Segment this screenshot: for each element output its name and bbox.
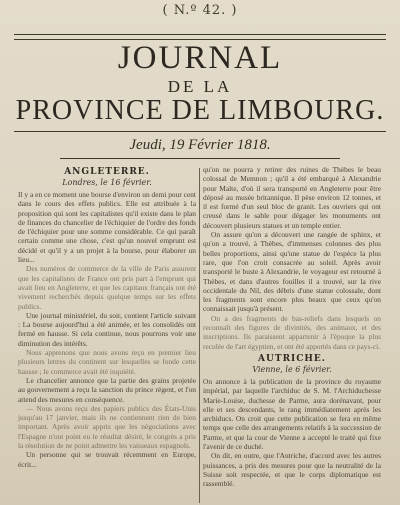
issue-number: ( N.º 42. )	[162, 3, 238, 18]
masthead-rule	[14, 131, 386, 132]
dateline-vienne: Vienne, le 6 février.	[252, 364, 332, 374]
article-paragraph: Nous apprenons que nous avons reçu en premier lieu plusieurs lettres du continent sur lesquelles se fonde cette hausse ; le commerce avait été inquiété.	[18, 348, 196, 376]
date-rule	[60, 158, 340, 159]
left-column	[18, 165, 196, 469]
section-heading-autriche: AUTRICHE.	[258, 353, 326, 364]
masthead-title-province: PROVINCE DE LIMBOURG.	[15, 95, 385, 126]
issue-date: Jeudi, 19 Février 1818.	[129, 137, 271, 153]
article-paragraph: On assure qu'on a découvert une rangée de sphinx, et qu'on a trouvé, à Thèbes, d'immenses colonnes des plus belles proportions, ainsi qu'une statue de l'espèce la plus rare, que l'on croit consacrée au soleil. Après avoir transporté le buste à Alexandrie, le voyageur est retourné à Thèbes, et dans d'autres fouilles il a trouvé, sur la rive occidentale du Nil, des débris d'une statue colossale, dont les fragments sont encore plus beaux que ceux qu'on connaissait jusqu'à présent.	[203, 230, 381, 314]
article-paragraph: Une journal ministériel, du soir, contient l'article suivant : La bourse aujourd'hui a été animée, et les consolidés ont fermé en hausse. Si cela continue, nous pourrons voir une diminution des intérêts.	[18, 310, 196, 348]
section-heading-angleterre: ANGLETERRE.	[64, 167, 150, 177]
article-paragraph: On a des fragments de bas-reliefs dans lesquels on reconnaît des figures de divinités, des animaux, et des inscriptions. Ils paraissent appartenir à l'époque la plus reculée de l'art égyptien, et ont été apportés dans ce pays-ci.	[203, 313, 381, 351]
masthead-title-journal: JOURNAL	[117, 40, 283, 76]
article-paragraph: Un personne qui se trouvait récemment en Europe, écrit...	[18, 450, 196, 469]
article-paragraph: On dit, en outre, que l'Autriche, d'accord avec les autres puissances, a pris des mesures pour que la neutralité de la Suisse soit respectée, et que le corps diplomatique est rassemblé.	[203, 451, 381, 489]
column-divider	[199, 168, 200, 503]
article-paragraph: Il y a en ce moment une bourse d'environ un demi pour cent dans le cours des effets publics. Elle est attribuée à la proposition qui sont les capitalistes qu'il existe dans le plan de finances du chancelier de l'échiquier de l'ordre des fonds de l'échiquier pour une somme considérable. Ce qui paraît certain comme une chose, c'est qu'un nouvel emprunt est décidé et qu'il y a un projet à la bourse, pour élaborer un lieu...	[18, 190, 196, 265]
article-paragraph: On annonce à la publication de la province du royaume impérial, par laquelle l'archiduc de S. M. l'Archiduchesse Marie-Louise, duchesse de Parme, aura dorénavant, pour elle et ses descendants, le rang immédiatement après les archiducs. On croit que cette publication se fera en même temps que celle des arrangements relatifs à la succession de Parme, et que la cour de Vienne a accepté le traité qui fixe l'avenir de ce duché.	[203, 376, 381, 452]
masthead-title-de-la: DE LA	[167, 77, 233, 96]
article-paragraph: Des numéros de commerce de la ville de Paris assurent que les capitalistes de France ont pris part à l'emprunt qui avait lieu en Angleterre, et que les capitaux français ont été vivement recherchés depuis quelque temps sur les effets publics.	[18, 264, 196, 311]
article-paragraph: — Nous avons reçu des papiers publics des États-Unis jusqu'au 17 janvier, mais ils ne contiennent rien de bien important. Après avoir appris que les négociations avec l'Espagne n'ont point eu le résultat désiré, le congrès a pris la résolution de ne point admettre les vaisseaux espagnols.	[18, 403, 196, 451]
right-column	[203, 165, 381, 489]
article-paragraph: qu'on ne pourra y retirer des ruines de Thèbes le beau colossal de Memnon ; qu'il a été embarqué à Alexandrie pour Malte, d'où il sera transporté en Angleterre pour être déposé au musée britannique. Il pèse environ 12 tonnes, et il est formé d'un seul bloc de granit. Les ouvriers qui ont creusé dans le sable pour dégager les monuments ont découvert plusieurs statues et un temple entier.	[203, 165, 381, 230]
article-paragraph: Le chancelier annonce que la partie des grains projetée au gouvernement a reçu la sanction du prince régent, et l'on attend des mesures en conséquence.	[18, 375, 196, 404]
dateline-londres: Londres, le 16 février.	[62, 178, 152, 187]
